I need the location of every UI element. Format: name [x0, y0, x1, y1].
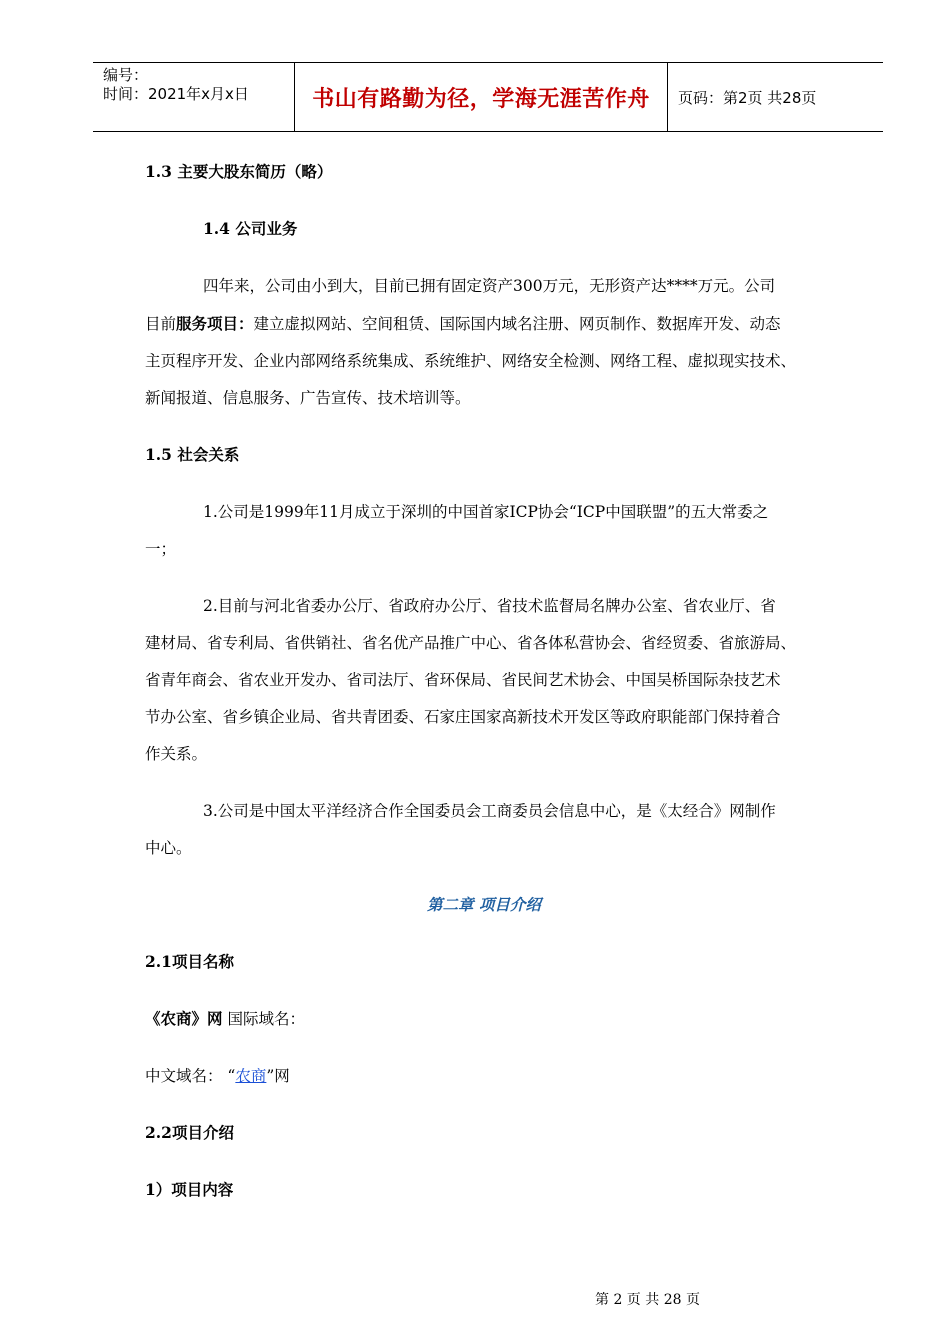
service-items-label: 服务项目：: [176, 314, 254, 333]
paragraph-line: 节办公室、省乡镇企业局、省共青团委、石家庄国家高新技术开发区等政府职能部门保持着合: [145, 708, 781, 726]
paragraph-line: 建材局、省专利局、省供销社、省名优产品推广中心、省各体私营协会、省经贸委、省旅游局、: [145, 634, 797, 652]
paragraph-text: 目前: [145, 315, 177, 333]
subsection-heading: 1）项目内容: [145, 1180, 234, 1199]
project-name: 《农商》网: [145, 1009, 223, 1028]
paragraph-line: 新闻报道、信息服务、广告宣传、技术培训等。: [145, 389, 471, 407]
paragraph-line: 1.公司是1999年11月成立于深圳的中国首家ICP协会“ICP中国联盟”的五大常委之: [203, 503, 769, 521]
paragraph-text: 建立虚拟网站、空间租赁、国际国内域名注册、网页制作、数据库开发、动态: [253, 315, 781, 333]
section-heading-1-3: 1.3 主要大股东简历（略）: [145, 162, 333, 181]
header-number-label: 编号：: [103, 66, 149, 84]
section-heading-1-4: 1.4 公司业务: [203, 219, 298, 238]
page-footer: 第 2 页 共 28 页: [595, 1292, 700, 1308]
chinese-domain-link[interactable]: 农商: [235, 1067, 267, 1085]
chinese-domain-line: [145, 1064, 290, 1086]
chinese-domain-label: 中文域名： “: [145, 1067, 236, 1085]
paragraph-line: 四年来，公司由小到大，目前已拥有固定资产300万元，无形资产达****万元。公司: [203, 277, 776, 295]
section-heading-2-1: 2.1项目名称: [145, 952, 234, 971]
section-heading-2-2: 2.2项目介绍: [145, 1123, 234, 1142]
section-heading-1-5: 1.5 社会关系: [145, 445, 240, 464]
header-time-label: 时间：2021年x月x日: [103, 85, 249, 103]
paragraph-line: 3.公司是中国太平洋经济合作全国委员会工商委员会信息中心，是《太经合》网制作: [203, 802, 776, 820]
paragraph-line: 作关系。: [145, 745, 208, 763]
chapter-title: 第二章 项目介绍: [427, 895, 541, 914]
intl-domain-label: 国际域名：: [222, 1010, 305, 1028]
page-header: [93, 62, 883, 132]
chinese-domain-tail: ”网: [266, 1067, 290, 1085]
paragraph-line: 中心。: [145, 839, 192, 857]
header-motto: 书山有路勤为径，学海无涯苦作舟: [295, 63, 668, 131]
paragraph-line: 主页程序开发、企业内部网络系统集成、系统维护、网络安全检测、网络工程、虚拟现实技术、: [145, 352, 797, 370]
paragraph-line: 2.目前与河北省委办公厅、省政府办公厅、省技术监督局名牌办公室、省农业厅、省: [203, 597, 776, 615]
paragraph-line: 省青年商会、省农业开发办、省司法厅、省环保局、省民间艺术协会、中国吴桥国际杂技艺术: [145, 671, 781, 689]
header-meta: [93, 63, 295, 131]
header-page-info: 页码：第2页 共28页: [678, 88, 817, 107]
paragraph-line: [145, 312, 781, 334]
project-name-line: [145, 1007, 305, 1029]
paragraph-line: 一；: [145, 540, 177, 558]
